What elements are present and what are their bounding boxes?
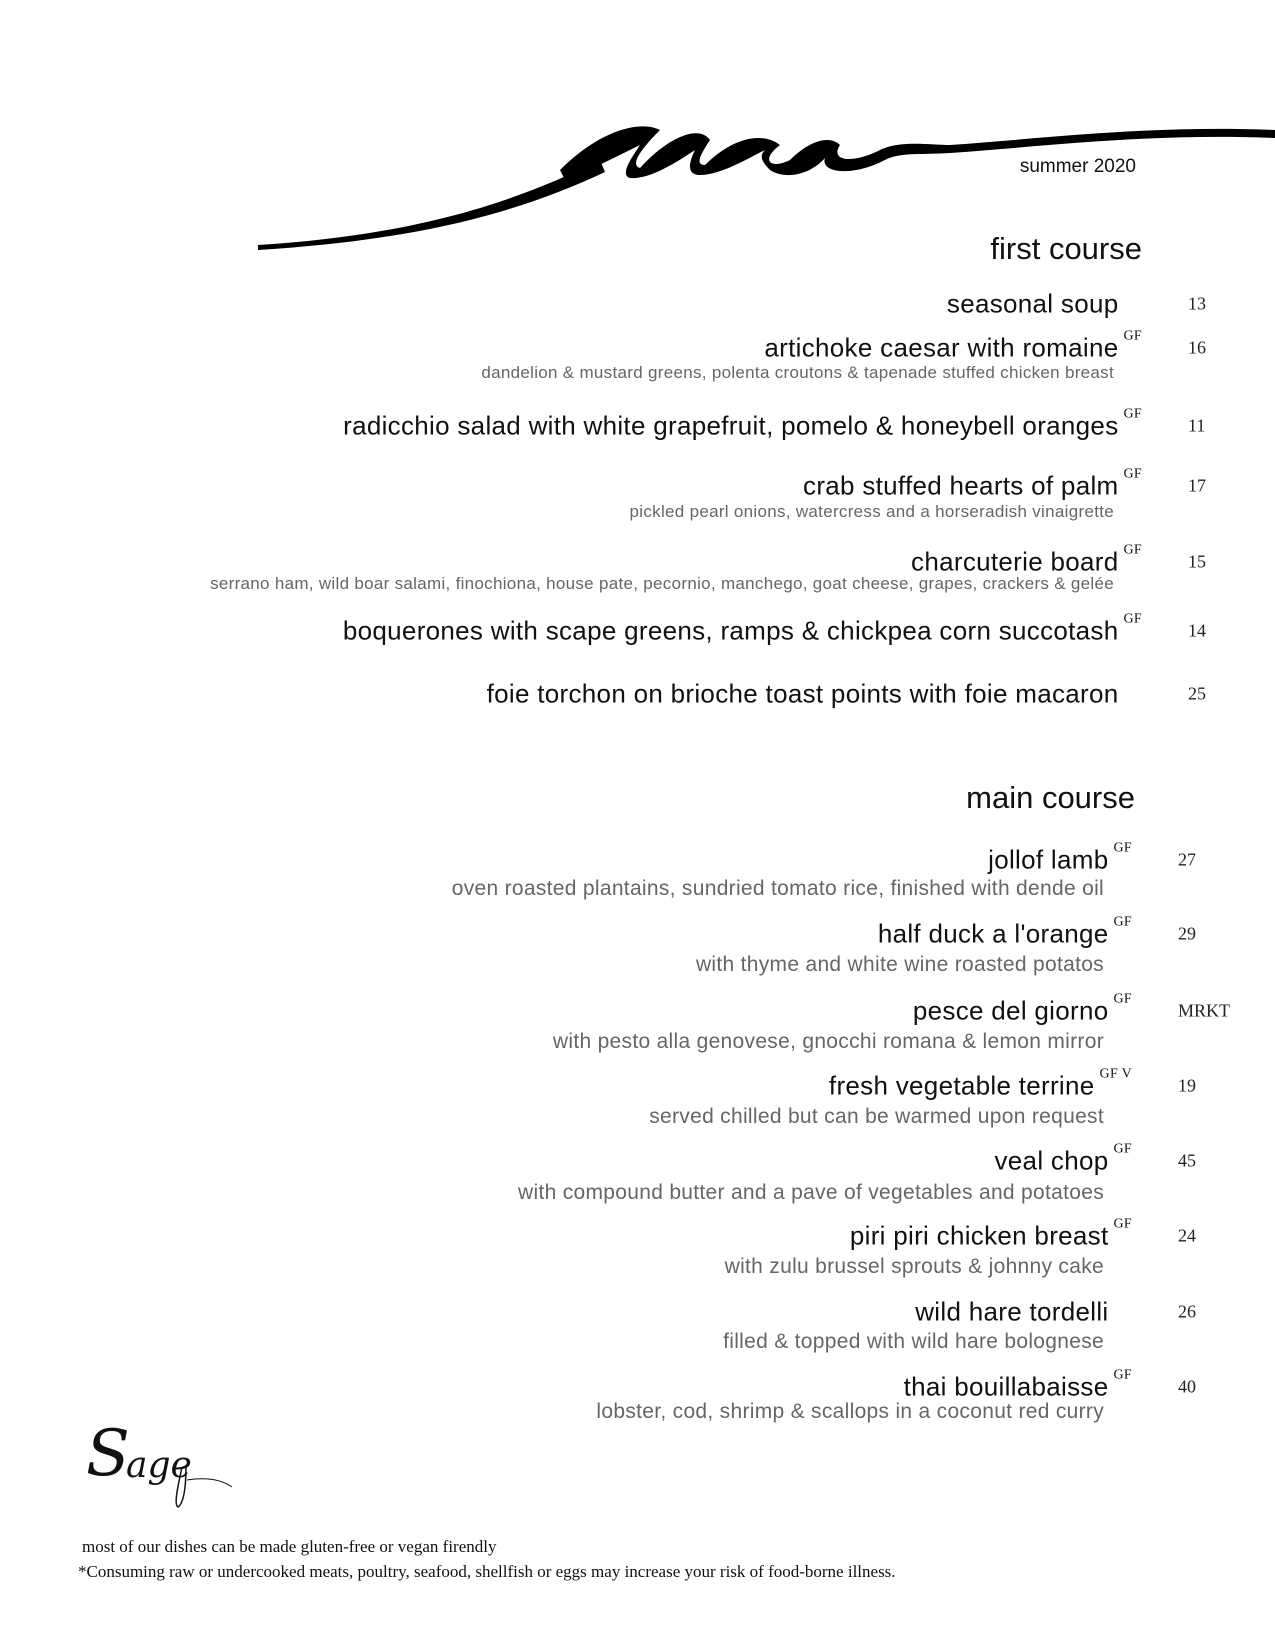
sage-logo (82, 1405, 242, 1510)
menu-item-description: with zulu brussel sprouts & johnny cake (724, 1255, 1104, 1278)
item-name-text: boquerones with scape greens, ramps & chickpea corn succotash (342, 615, 1119, 646)
menu-item-price: 11 (1188, 415, 1206, 436)
menu-item-price: 13 (1188, 293, 1206, 314)
first-course-heading: first course (990, 231, 1142, 266)
menu-item-description: lobster, cod, shrimp & scallops in a coconut red curry (596, 1400, 1104, 1423)
item-name-text: pesce del giorno (912, 995, 1109, 1026)
menu-item-description: with thyme and white wine roasted potatos (695, 953, 1104, 976)
item-name-text: wild hare tordelli (915, 1296, 1109, 1327)
dietary-tag: GF (1113, 914, 1132, 930)
menu-item-description: serrano ham, wild boar salami, finochiona, house pate, pecornio, manchego, goat cheese, grapes, crackers & gelée (210, 574, 1114, 593)
dietary-note: most of our dishes can be made gluten-free or vegan firendly (82, 1537, 497, 1556)
dietary-tag: GF (1123, 542, 1142, 558)
menu-item-price: 26 (1178, 1301, 1196, 1322)
item-name-text: jollof lamb (988, 844, 1109, 875)
menu-item-name (912, 991, 1132, 1027)
health-warning: *Consuming raw or undercooked meats, poultry, seafood, shellfish or eggs may increase your risk of food-borne illness. (78, 1562, 896, 1581)
menu-item-price: 29 (1178, 923, 1196, 944)
menu-item-name (988, 840, 1132, 876)
menu-item-description: with pesto alla genovese, gnocchi romana & lemon mirror (552, 1030, 1104, 1053)
menu-item-price: 14 (1188, 620, 1206, 641)
menu-item-price: 19 (1178, 1075, 1196, 1096)
menu-item-price: MRKT (1178, 1000, 1231, 1021)
dietary-tag: GF (1113, 1141, 1132, 1157)
svg-text:S: S (86, 1417, 130, 1491)
dietary-tag: GF (1113, 991, 1132, 1007)
dietary-tag: GF (1123, 466, 1142, 482)
dietary-tag: GF (1113, 840, 1132, 856)
menu-item-description: pickled pearl onions, watercress and a horseradish vinaigrette (629, 502, 1114, 521)
item-name-text: fresh vegetable terrine (828, 1070, 1095, 1101)
item-name-text: crab stuffed hearts of palm (803, 470, 1119, 501)
item-name-text: half duck a l'orange (877, 918, 1109, 949)
menu-item-description: with compound butter and a pave of vegetables and potatoes (518, 1181, 1104, 1204)
menu-item-description: served chilled but can be warmed upon request (649, 1105, 1104, 1128)
item-name-text: foie torchon on brioche toast points with foie macaron (486, 678, 1119, 709)
menu-item-description: filled & topped with wild hare bolognese (723, 1330, 1104, 1353)
menu-item-price: 24 (1178, 1225, 1196, 1246)
item-name-text: thai bouillabaisse (903, 1371, 1109, 1402)
item-name-text: artichoke caesar with romaine (764, 332, 1119, 363)
menu-item-price: 15 (1188, 551, 1206, 572)
menu-item-price: 27 (1178, 849, 1196, 870)
svg-text:age: age (126, 1445, 192, 1486)
dietary-tag: GF (1123, 406, 1142, 422)
main-course-heading: main course (966, 780, 1135, 815)
dietary-tag: GF V (1099, 1066, 1132, 1082)
menu-item-description: dandelion & mustard greens, polenta croutons & tapenade stuffed chicken breast (481, 363, 1114, 382)
menu-item-price: 16 (1188, 337, 1206, 358)
dietary-tag: GF (1123, 328, 1142, 344)
dietary-tag: GF (1113, 1367, 1132, 1383)
menu-item-name (915, 1297, 1132, 1328)
item-name-text: piri piri chicken breast (849, 1220, 1109, 1251)
item-name-text: radicchio salad with white grapefruit, pomelo & honeybell oranges (343, 410, 1119, 441)
menu-item-price: 25 (1188, 683, 1206, 704)
menu-item-description: oven roasted plantains, sundried tomato rice, finished with dende oil (451, 877, 1104, 900)
season-label: summer 2020 (1019, 156, 1136, 177)
menu-item-name (828, 1066, 1132, 1102)
item-name-text: charcuterie board (911, 546, 1119, 577)
item-name-text: seasonal soup (946, 288, 1119, 319)
menu-item-price: 45 (1178, 1150, 1196, 1171)
dietary-tag: GF (1113, 1216, 1132, 1232)
menu-item-name (849, 1216, 1132, 1252)
dietary-tag: GF (1123, 611, 1142, 627)
menu-item-name (877, 914, 1132, 950)
menu-item-price: 40 (1178, 1376, 1196, 1397)
item-name-text: veal chop (994, 1145, 1109, 1176)
menu-item-name (903, 1367, 1132, 1403)
menu-item-name (994, 1141, 1133, 1177)
menu-item-price: 17 (1188, 475, 1206, 496)
